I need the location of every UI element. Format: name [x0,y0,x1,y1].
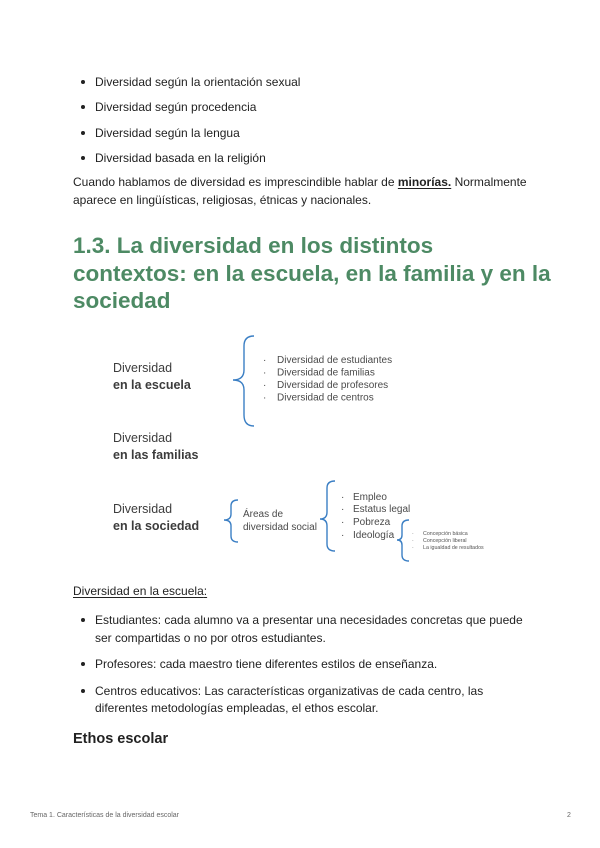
familias-label-line1: Diversidad [113,431,173,445]
area-bullet: · [341,504,345,515]
areas-label-line2: diversidad social [243,522,317,533]
list-item: Diversidad basada en la religión [78,150,300,175]
escuela-subtitle-text: Diversidad en la escuela [73,584,204,598]
ideologia-item: Concepción liberal [423,538,467,544]
ideologia-brace [397,520,409,561]
list-item: Profesores: cada maestro tiene diferentes estilos de enseñanza. [78,656,538,674]
list-item: Centros educativos: Las características organizativas de cada centro, las diferentes metodologías empleadas, el ethos escolar. [78,683,538,718]
areas-brace [320,481,335,551]
list-item: Diversidad según la orientación sexual [78,74,300,99]
escuela-diversity-list [78,612,538,727]
ideologia-bullet: · [412,538,414,544]
escuela-bullet: · [263,367,267,379]
escuela-label-line1: Diversidad [113,361,173,375]
familias-label-line2: en las familias [113,448,199,462]
escuela-item: Diversidad de centros [277,392,374,404]
area-item: Pobreza [353,517,391,528]
escuela-bullet: · [263,380,267,391]
ethos-heading: Ethos escolar [73,731,169,747]
section-heading: 1.3. La diversidad en los distintos contextos: en la escuela, en la familia y en la sociedad [73,233,551,313]
list-item: Diversidad según la lengua [78,125,300,150]
escuela-item: Diversidad de familias [277,367,375,379]
paragraph-text-start: Cuando hablamos de diversidad es imprescindible hablar de [73,175,398,189]
list-item: Diversidad según procedencia [78,99,300,124]
ideologia-bullet: · [412,531,414,537]
area-bullet: · [341,517,345,528]
sociedad-label-line1: Diversidad [113,502,173,516]
ideologia-item: Concepción básica [423,531,468,537]
list-item: Estudiantes: cada alumno va a presentar una necesidades concretas que puede ser compartidas o no por otros estudiantes. [78,612,538,647]
escuela-label-line2: en la escuela [113,378,191,392]
area-bullet: · [341,492,345,503]
area-item: Estatus legal [353,504,411,515]
footer-title: Tema 1. Características de la diversidad escolar [30,812,180,819]
sociedad-brace [224,500,238,542]
area-item: Empleo [353,492,387,503]
escuela-subtitle-colon: : [203,584,208,598]
paragraph-text-end: Normalmente aparece en lingüísticas, religiosas, étnicas y nacionales. [73,175,527,207]
ideologia-bullet: · [412,545,414,551]
escuela-item: Diversidad de profesores [277,380,389,391]
area-bullet: · [341,530,345,541]
escuela-bullet: · [263,392,267,404]
escuela-subtitle [73,584,207,598]
area-item: Ideología [353,530,395,541]
escuela-bullet: · [263,355,267,366]
page-number: 2 [567,812,571,819]
sociedad-label-line2: en la sociedad [113,519,200,533]
areas-label-line1: Áreas de [243,509,284,520]
ideologia-item: La igualdad de resultados [423,545,484,551]
escuela-brace [233,336,254,426]
escuela-item: Diversidad de estudiantes [277,355,393,366]
minorities-keyword: minorías. [397,175,452,189]
